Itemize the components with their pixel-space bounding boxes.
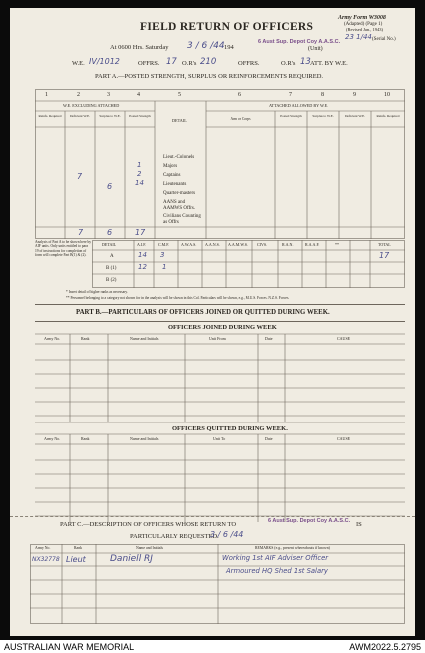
part-c-remarks-1: Working 1st AIF Adviser Officer bbox=[222, 554, 329, 562]
footnote-2: ** Personnel belonging to a category not shown for in the analysis will be shown in this Col. Particulars will be shown, e.g., M.U.S. Forces. N.Z.S. Forces. bbox=[66, 296, 290, 300]
joined-title: OFFICERS JOINED DURING WEEK bbox=[168, 324, 277, 331]
analysis-a-cmf: 3 bbox=[160, 251, 165, 259]
part-c-heading: PART C.—DESCRIPTION OF OFFICERS WHOSE RETURN TO bbox=[60, 521, 237, 528]
total-deficient: 7 bbox=[78, 228, 84, 237]
army-form-revised: (Revised Jan., 1943) bbox=[346, 27, 383, 32]
col-posted-strength: Posted Strength bbox=[129, 114, 151, 118]
hand-surplus-value: 6 bbox=[107, 182, 113, 191]
offrs-label: OFFRS. bbox=[138, 60, 160, 67]
hand-posted-lieutenants: 14 bbox=[135, 179, 144, 187]
ors2-label: O.R's bbox=[281, 60, 296, 67]
part-a-grid bbox=[35, 89, 405, 239]
col-arm-or-corps: Arm or Corps bbox=[230, 117, 251, 121]
part-c-col-rank: Rank bbox=[74, 546, 83, 550]
rank-captains: Captains bbox=[163, 173, 181, 178]
offrs2-label: OFFRS. bbox=[238, 60, 260, 67]
analysis-header-ran: R.A.N. bbox=[282, 242, 294, 247]
left-group-heading: W.E. EXCLUDING ATTACHED bbox=[63, 103, 120, 108]
serial-number-value: 23 1/44 bbox=[345, 33, 372, 41]
col-number: 4 bbox=[137, 92, 140, 98]
analysis-header-awas: A.W.A.S. bbox=[181, 242, 197, 247]
hand-deficient-value: 7 bbox=[77, 172, 83, 181]
rank-civilians: Civilians Counting as Offrs bbox=[163, 214, 201, 225]
att-label: ATT. BY W.E. bbox=[310, 60, 348, 67]
quitted-col-date: Date bbox=[265, 436, 273, 441]
quitted-col-cause: CAUSE bbox=[337, 436, 351, 441]
part-c-date: 3 / 6 /44 bbox=[210, 530, 244, 539]
analysis-header-aans: A.A.N.S. bbox=[205, 242, 220, 247]
part-a-table bbox=[35, 89, 405, 239]
quitted-table bbox=[35, 422, 405, 522]
analysis-a-total: 17 bbox=[379, 251, 390, 260]
hand-posted-majors: 1 bbox=[137, 161, 142, 169]
col-number: 7 bbox=[289, 92, 292, 98]
joined-col-unit: Unit From bbox=[209, 336, 226, 341]
rank-quarter-masters: Quarter-masters bbox=[163, 191, 196, 196]
quitted-col-unit: Unit To bbox=[213, 436, 226, 441]
col-surplus: Surplus to W.E. bbox=[99, 114, 121, 118]
joined-col-rank: Rank bbox=[81, 336, 90, 341]
part-c-army-no: NX32778 bbox=[32, 556, 60, 563]
col-deficient: Deficient W.E. bbox=[69, 114, 91, 118]
offrs-handwritten: 17 bbox=[166, 57, 177, 67]
col-attached-surplus: Surplus to W.E. bbox=[312, 114, 334, 118]
part-c-col-remarks: REMARKS (e.g., present whereabouts if known) bbox=[255, 546, 330, 550]
col-number: 3 bbox=[107, 92, 110, 98]
detail-heading: DETAIL bbox=[172, 118, 187, 123]
unit-label: (Unit) bbox=[308, 46, 323, 52]
analysis-b1-aif: 12 bbox=[138, 263, 147, 271]
analysis-b1-cmf: 1 bbox=[162, 263, 167, 271]
unit-stamp: 6 Aust Sup. Depot Coy A.A.S.C. bbox=[258, 39, 341, 45]
col-number: 8 bbox=[321, 92, 324, 98]
total-surplus: 6 bbox=[107, 228, 113, 237]
part-c-heading-is: IS bbox=[356, 521, 362, 528]
part-c-table bbox=[30, 544, 405, 624]
analysis-header-civs: CIVS. bbox=[257, 242, 268, 247]
col-number: 1 bbox=[45, 92, 48, 98]
ors-label: O.R's bbox=[182, 60, 197, 67]
analysis-intro: Analysis of Part A to be shown here by AIF units. Only units entitled to para 19 of instructions for completion of form will complete Part B(1) & (2). bbox=[35, 240, 92, 258]
part-c-grid bbox=[30, 544, 405, 624]
serial-number-label: (Serial No.) bbox=[372, 37, 396, 42]
analysis-header-detail: DETAIL bbox=[102, 242, 117, 247]
joined-col-name: Name and Initials bbox=[130, 336, 159, 341]
ors-handwritten: 210 bbox=[200, 57, 217, 67]
ors2-handwritten: 13 bbox=[300, 57, 311, 67]
col-attached-posted: Posted Strength bbox=[280, 114, 302, 118]
we-label: W.E. bbox=[72, 60, 85, 67]
part-c-rank: Lieut bbox=[66, 555, 86, 564]
footnote-1: * Insert detail of higher ranks as necessary. bbox=[66, 290, 128, 294]
col-number: 9 bbox=[353, 92, 356, 98]
col-reinfs-required: Reinfs. Required bbox=[38, 114, 62, 118]
analysis-row-b2: B (2) bbox=[106, 278, 117, 283]
joined-col-date: Date bbox=[265, 336, 273, 341]
col-number: 10 bbox=[384, 92, 390, 98]
col-attached-deficient: Deficient W.E. bbox=[344, 114, 366, 118]
caption-left: AUSTRALIAN WAR MEMORIAL bbox=[4, 642, 135, 652]
perforation-line bbox=[10, 516, 415, 517]
caption-right: AWM2022.5.2795 bbox=[349, 642, 421, 652]
analysis-table bbox=[92, 240, 405, 288]
analysis-a-aif: 14 bbox=[138, 251, 147, 259]
total-posted: 17 bbox=[135, 228, 146, 237]
we-handwritten: IV/1012 bbox=[89, 57, 120, 66]
analysis-header-cmf: C.M.F. bbox=[158, 242, 170, 247]
analysis-header-aamws: A.A.M.W.S. bbox=[228, 242, 248, 247]
col-number: 6 bbox=[238, 92, 241, 98]
col-number: 5 bbox=[178, 92, 181, 98]
rank-majors: Majors bbox=[163, 164, 178, 169]
part-b-heading: PART B.—PARTICULARS OF OFFICERS JOINED OR QUITTED DURING WEEK. bbox=[76, 309, 330, 316]
part-c-col-name: Name and Initials bbox=[136, 546, 163, 550]
analysis-header-other: ** bbox=[335, 242, 339, 247]
col-number: 2 bbox=[77, 92, 80, 98]
rank-lieut-colonels: Lieut.-Colonels bbox=[163, 155, 195, 160]
analysis-row-b1: B (1) bbox=[106, 266, 117, 271]
at-line-label: At 0600 Hrs. Saturday bbox=[110, 44, 169, 51]
date-handwritten: 3 / 6 /44 bbox=[187, 41, 225, 51]
analysis-header-aif: A.I.F. bbox=[137, 242, 147, 247]
quitted-col-name: Name and Initials bbox=[130, 436, 159, 441]
part-c-col-army-no: Army No. bbox=[35, 546, 51, 550]
joined-col-cause: CAUSE bbox=[337, 336, 351, 341]
part-c-unit-stamp: 6 Aust Sup. Depot Coy A.A.S.C. bbox=[268, 518, 351, 524]
joined-table bbox=[35, 322, 405, 422]
part-c-name: Daniell RJ bbox=[110, 554, 153, 564]
analysis-header-total: TOTAL bbox=[378, 242, 391, 247]
right-group-heading: ATTACHED ALLOWED BY W.E. bbox=[269, 103, 329, 108]
army-form-number: Army Form W3008 bbox=[338, 15, 386, 21]
quitted-title: OFFICERS QUITTED DURING WEEK. bbox=[172, 425, 288, 432]
analysis-header-raaf: R.A.A.F. bbox=[305, 242, 320, 247]
part-c-requested: PARTICULARLY REQUESTED. bbox=[130, 533, 219, 540]
form-title: FIELD RETURN OF OFFICERS bbox=[140, 21, 314, 33]
hand-posted-captains: 2 bbox=[137, 170, 142, 178]
part-a-heading: PART A.—POSTED STRENGTH, SURPLUS OR REINFORCEMENTS REQUIRED. bbox=[95, 73, 324, 80]
analysis-row-a: A bbox=[110, 254, 114, 259]
quitted-col-army-no: Army No. bbox=[44, 436, 61, 441]
year-printed: 194 bbox=[224, 44, 234, 51]
rank-aans-aamws: AANS and AAMWS Offrs. bbox=[163, 200, 196, 211]
col-attached-reinfs: Reinfs. Required bbox=[376, 114, 400, 118]
army-form-adapted: (Adapted) (Page 1) bbox=[344, 22, 383, 27]
archive-caption bbox=[0, 640, 425, 653]
rank-lieutenants: Lieutenants bbox=[163, 182, 187, 187]
part-c-remarks-2: Armoured HQ Shed 1st Salary bbox=[226, 567, 328, 575]
form-sheet bbox=[10, 8, 415, 636]
divider bbox=[35, 304, 405, 305]
quitted-col-rank: Rank bbox=[81, 436, 90, 441]
joined-col-army-no: Army No. bbox=[44, 336, 61, 341]
